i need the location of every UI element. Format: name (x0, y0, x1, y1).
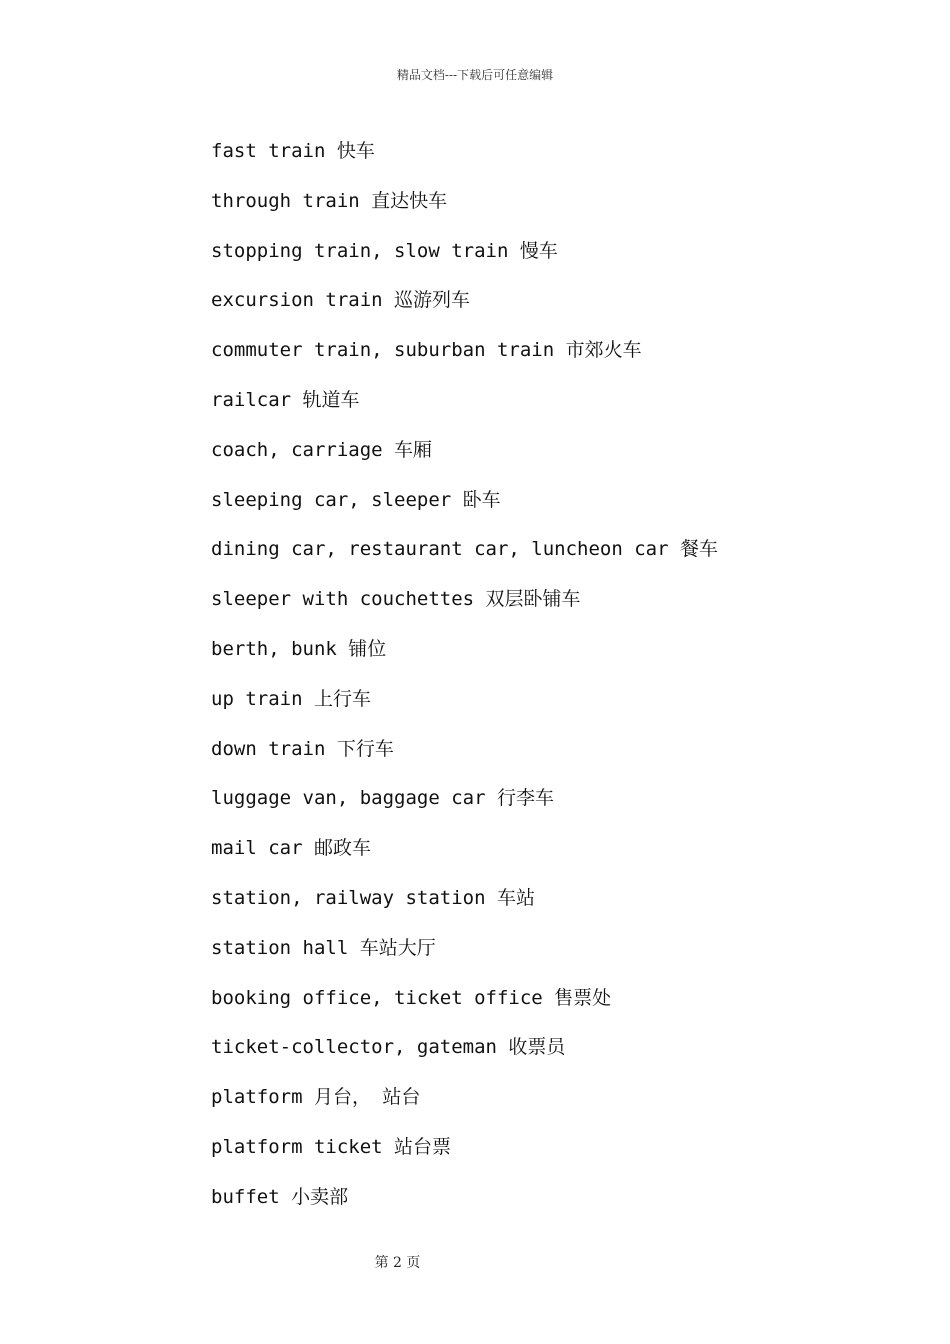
vocabulary-entry: dining car, restaurant car, luncheon car 餐车 (211, 538, 718, 561)
page-header: 精品文档---下载后可任意编辑 (396, 68, 554, 82)
vocabulary-entry: luggage van, baggage car 行李车 (211, 787, 554, 810)
vocabulary-list (211, 132, 718, 1228)
vocabulary-entry: mail car 邮政车 (211, 837, 371, 860)
vocabulary-entry: berth, bunk 铺位 (211, 637, 387, 660)
vocabulary-entry: platform 月台， 站台 (211, 1086, 421, 1109)
vocabulary-entry: excursion train 巡游列车 (211, 289, 471, 312)
vocabulary-entry: through train 直达快车 (211, 189, 448, 212)
vocabulary-entry: coach, carriage 车厢 (211, 438, 433, 461)
vocabulary-entry: ticket-collector, gateman 收票员 (211, 1036, 566, 1059)
vocabulary-entry: station hall 车站大厅 (211, 936, 436, 959)
vocabulary-entry: buffet 小卖部 (211, 1185, 349, 1208)
vocabulary-entry: up train 上行车 (211, 687, 371, 710)
page-number: 第 2 页 (374, 1255, 421, 1271)
vocabulary-entry: sleeper with couchettes 双层卧铺车 (211, 588, 581, 611)
vocabulary-entry: booking office, ticket office 售票处 (211, 986, 612, 1009)
vocabulary-entry: commuter train, suburban train 市郊火车 (211, 339, 642, 362)
vocabulary-entry: railcar 轨道车 (211, 388, 360, 411)
vocabulary-entry: stopping train, slow train 慢车 (211, 239, 558, 262)
vocabulary-entry: down train 下行车 (211, 737, 394, 760)
vocabulary-entry: station, railway station 车站 (211, 886, 535, 909)
vocabulary-entry: platform ticket 站台票 (211, 1135, 452, 1158)
vocabulary-entry: fast train 快车 (211, 140, 375, 162)
vocabulary-entry: sleeping car, sleeper 卧车 (211, 488, 501, 511)
